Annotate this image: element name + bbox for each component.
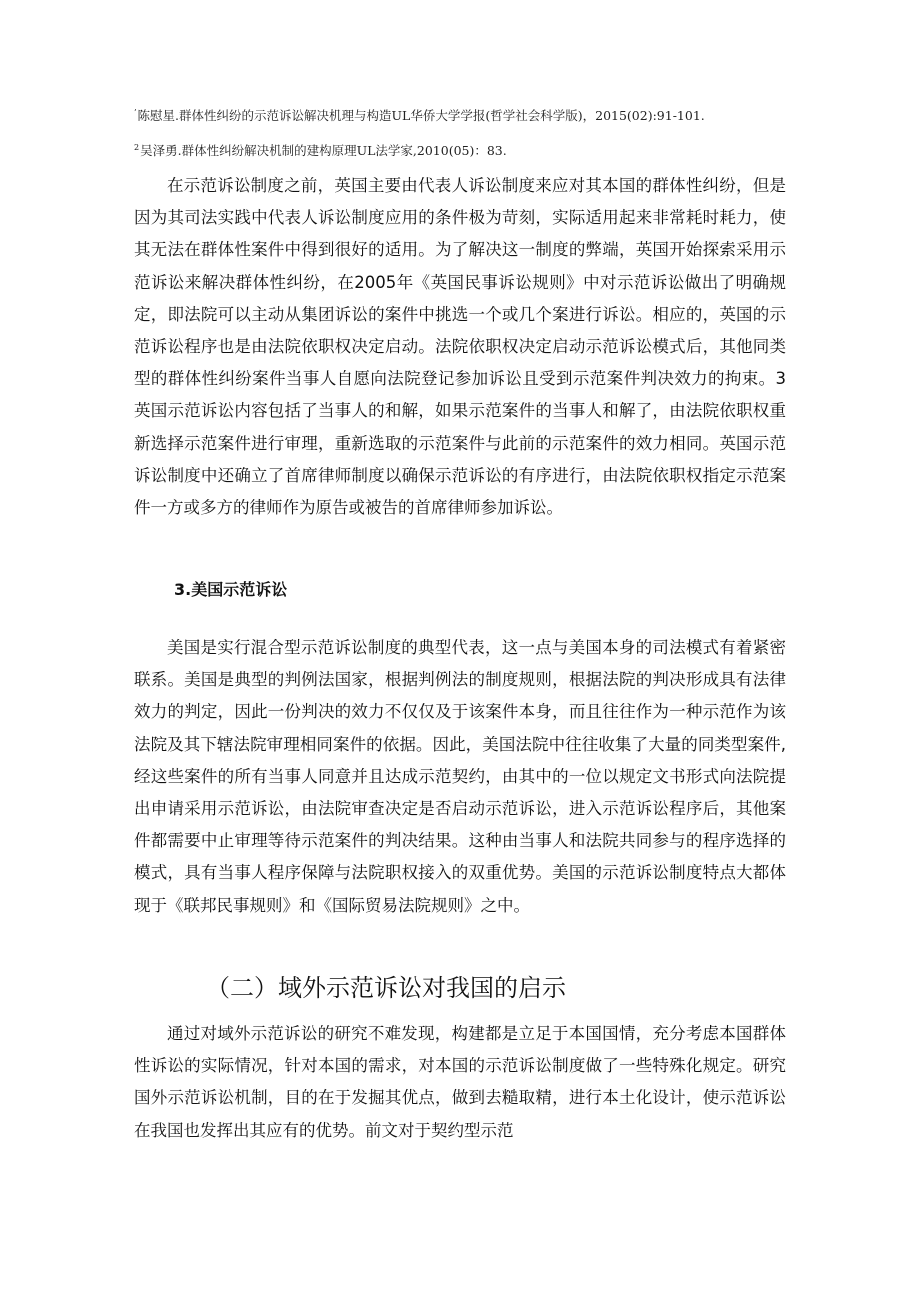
subheading-us-test-case: 3.美国示范诉讼: [174, 580, 288, 599]
footnote-2: [134, 139, 814, 160]
footnote-1: [134, 104, 814, 125]
paragraph-uk-test-case: 在示范诉讼制度之前，英国主要由代表人诉讼制度来应对其本国的群体性纠纷，但是因为其司法实践中代表人诉讼制度应用的条件极为苛刻，实际适用起来非常耗时耗力，使其无法在群体性案件中得到很好的适用。为了解决这一制度的弊端，英国开始探索采用示范诉讼来解决群体性纠纷，在2005年《英国民事诉讼规则》中对示范诉讼做出了明确规定，即法院可以主动从集团诉讼的案件中挑选一个或几个案进行诉讼。相应的，英国的示范诉讼程序也是由法院依职权决定启动。法院依职权决定启动示范诉讼模式后，其他同类型的群体性纠纷案件当事人自愿向法院登记参加诉讼且受到示范案件判决效力的拘束。3英国示范诉讼内容包括了当事人的和解，如果示范案件的当事人和解了，由法院依职权重新选择示范案件进行审理，重新选取的示范案件与此前的示范案件的效力相同。英国示范诉讼制度中还确立了首席律师制度以确保示范诉讼的有序进行，由法院依职权指定示范案件一方或多方的律师作为原告或被告的首席律师参加诉讼。: [134, 176, 786, 518]
section-heading-implications: （二）域外示范诉讼对我国的启示: [206, 974, 566, 1002]
footnote-marker: 2: [134, 143, 140, 152]
footnote-marker: ’: [134, 108, 137, 117]
footnote-text: 吴泽勇.群体性纠纷解决机制的建构原理UL法学家,2010(05)：83.: [140, 143, 507, 158]
paragraph-implications: 通过对域外示范诉讼的研究不难发现，构建都是立足于本国国情，充分考虑本国群体性诉讼的实际情况，针对本国的需求，对本国的示范诉讼制度做了一些特殊化规定。研究国外示范诉讼机制，目的在于发掘其优点，做到去糙取精，进行本土化设计，使示范诉讼在我国也发挥出其应有的优势。前文对于契约型示范: [134, 1024, 786, 1140]
paragraph-us-test-case: 美国是实行混合型示范诉讼制度的典型代表，这一点与美国本身的司法模式有着紧密联系。美国是典型的判例法国家，根据判例法的制度规则，根据法院的判决形成具有法律效力的判定，因此一份判决的效力不仅仅及于该案件本身，而且往往作为一种示范作为该法院及其下辖法院审理相同案件的依据。因此，美国法院中往往收集了大量的同类型案件,经这些案件的所有当事人同意并且达成示范契约，由其中的一位以规定文书形式向法院提出申请采用示范诉讼，由法院审查决定是否启动示范诉讼，进入示范诉讼程序后，其他案件都需要中止审理等待示范案件的判决结果。这种由当事人和法院共同参与的程序选择的模式，具有当事人程序保障与法院职权接入的双重优势。美国的示范诉讼制度特点大都体现于《联邦民事规则》和《国际贸易法院规则》之中。: [134, 638, 786, 915]
footnote-text: 陈慰星.群体性纠纷的示范诉讼解决机理与构造UL华侨大学学报(哲学社会科学版)，2015(02):91-101.: [137, 108, 705, 123]
footnotes: [134, 104, 814, 174]
